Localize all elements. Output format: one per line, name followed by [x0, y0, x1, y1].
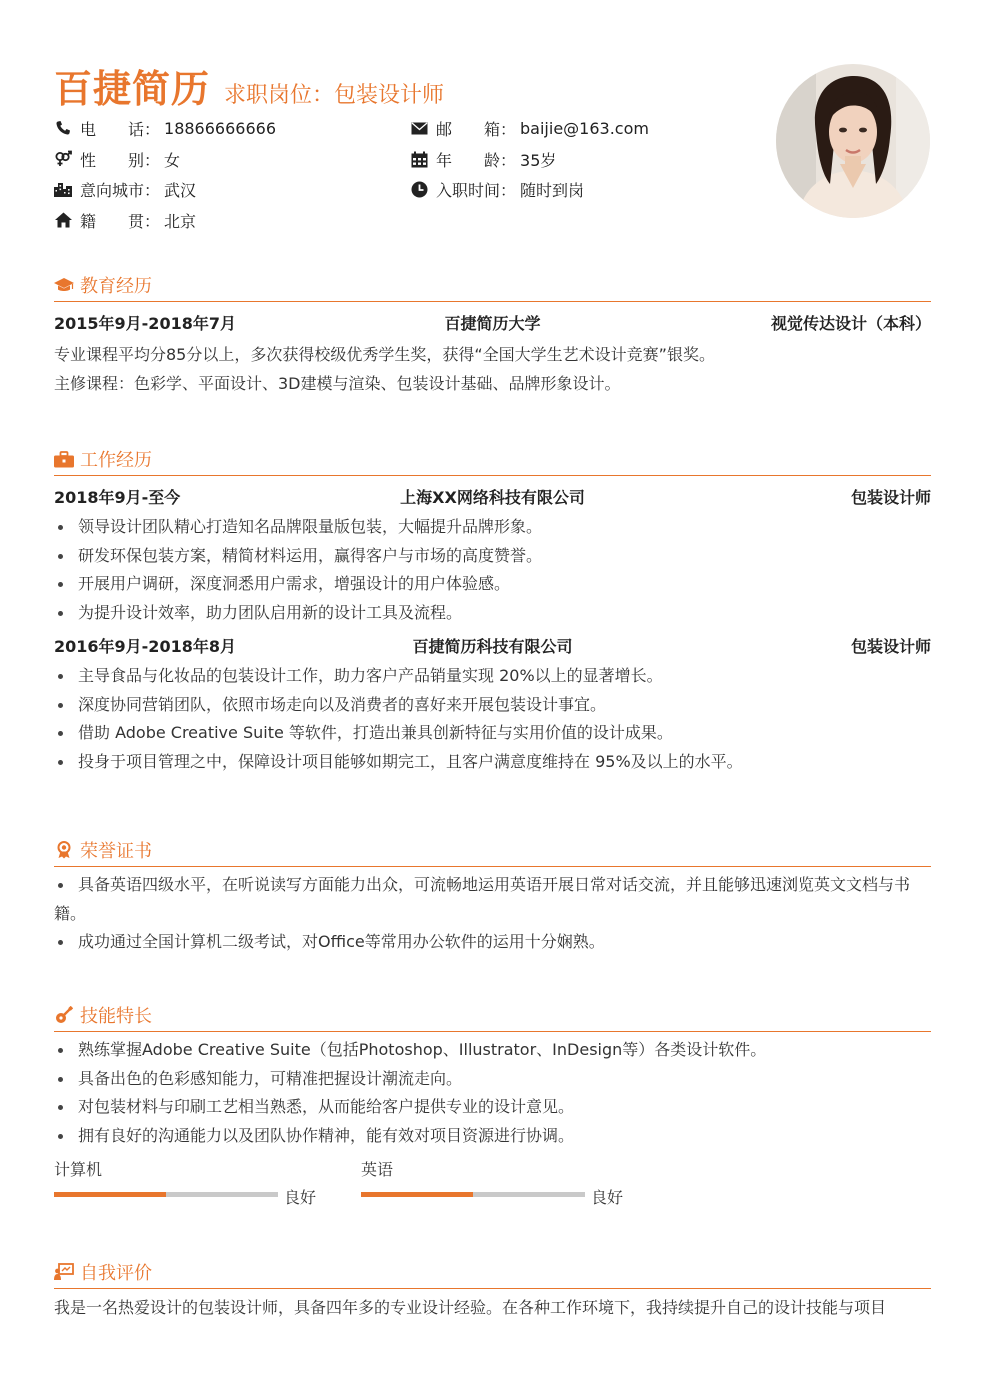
phone-item — [54, 114, 276, 142]
job-bullets — [54, 513, 931, 627]
list-item: 投身于项目管理之中，保障设计项目能够如期完工，且客户满意度维持在 95%及以上的水平。 — [54, 748, 931, 777]
email-item — [410, 114, 649, 142]
honors-bullets — [54, 871, 931, 957]
list-item: 借助 Adobe Creative Suite 等软件，打造出兼具创新特征与实用价值的设计成果。 — [54, 719, 931, 748]
education-section — [54, 269, 931, 398]
home-icon — [54, 211, 72, 229]
city-buildings-icon — [54, 180, 72, 198]
skill-bars — [54, 1154, 931, 1214]
job-bullets — [54, 662, 931, 776]
job-company: 上海XX网络科技有限公司 — [400, 488, 585, 507]
gender-value: 女 — [164, 150, 181, 170]
age-label: 年 龄： — [436, 150, 517, 170]
job-role: 包装设计师 — [850, 488, 931, 507]
phone-icon — [54, 119, 72, 137]
start-value: 随时到岗 — [520, 180, 585, 200]
age-item — [410, 145, 556, 173]
skill-name: 英语 — [361, 1160, 394, 1179]
skill-level: 良好 — [591, 1188, 624, 1207]
job-period: 2016年9月-2018年8月 — [54, 637, 236, 656]
list-item: 对包装材料与印刷工艺相当熟悉，从而能给客户提供专业的设计意见。 — [54, 1093, 931, 1122]
list-item: 具备出色的色彩感知能力，可精准把握设计潮流走向。 — [54, 1065, 931, 1094]
candidate-name: 百捷简历 — [54, 67, 211, 111]
skill-track — [54, 1192, 278, 1197]
skills-bullets — [54, 1036, 931, 1150]
job-row — [54, 480, 931, 510]
education-major: 视觉传达设计（本科） — [770, 314, 931, 333]
list-item: 深度协同营销团队，依照市场走向以及消费者的喜好来开展包装设计事宜。 — [54, 691, 931, 720]
honors-title: 荣誉证书 — [80, 841, 152, 862]
self-eval-title: 自我评价 — [80, 1263, 152, 1284]
skill-bar — [54, 1154, 324, 1214]
phone-value: 18866666666 — [164, 118, 276, 138]
education-description — [54, 340, 931, 398]
list-item: 拥有良好的沟通能力以及团队协作精神，能有效对项目资源进行协调。 — [54, 1122, 931, 1151]
education-header — [54, 269, 931, 302]
calendar-icon — [410, 150, 428, 168]
education-line: 专业课程平均分85分以上，多次获得校级优秀学生奖，获得“全国大学生艺术设计竞赛”银奖。 — [54, 345, 715, 364]
skill-fill — [361, 1192, 473, 1197]
list-item: 主导食品与化妆品的包装设计工作，助力客户产品销量实现 20%以上的显著增长。 — [54, 662, 931, 691]
origin-item — [54, 206, 196, 234]
guitar-icon — [54, 1005, 74, 1025]
education-title: 教育经历 — [80, 276, 152, 297]
skill-fill — [54, 1192, 166, 1197]
gender-item — [54, 145, 180, 173]
education-period: 2015年9月-2018年7月 — [54, 314, 236, 333]
envelope-icon — [410, 119, 428, 137]
profile-photo — [776, 64, 930, 218]
origin-label: 籍 贯： — [80, 211, 161, 231]
briefcase-icon — [54, 449, 74, 469]
work-title: 工作经历 — [80, 450, 152, 471]
graduation-cap-icon — [54, 275, 74, 295]
skills-section — [54, 999, 931, 1214]
skills-header — [54, 999, 931, 1032]
skill-track — [361, 1192, 585, 1197]
origin-value: 北京 — [164, 211, 197, 231]
list-item: 研发环保包装方案，精简材料运用，赢得客户与市场的高度赞誉。 — [54, 542, 931, 571]
education-row — [54, 306, 931, 336]
age-value: 35岁 — [520, 150, 557, 170]
honors-section — [54, 834, 931, 957]
job-target: 求职岗位：包装设计师 — [224, 83, 445, 108]
city-label: 意向城市： — [80, 180, 161, 200]
self-eval-text: 我是一名热爱设计的包装设计师，具备四年多的专业设计经验。在各种工作环境下，我持续提升自己的设计技能与项目 — [54, 1298, 887, 1317]
list-item: 开展用户调研，深度洞悉用户需求，增强设计的用户体验感。 — [54, 570, 931, 599]
skill-bar — [361, 1154, 631, 1214]
contact-info — [54, 114, 754, 238]
gender-label: 性 别： — [80, 150, 161, 170]
self-eval-header — [54, 1256, 931, 1289]
list-item: 熟练掌握Adobe Creative Suite（包括Photoshop、Illustrator、InDesign等）各类设计软件。 — [54, 1036, 931, 1065]
email-label: 邮 箱： — [436, 119, 517, 139]
job-company: 百捷简历科技有限公司 — [412, 637, 573, 656]
start-label: 入职时间： — [436, 180, 517, 200]
work-section — [54, 443, 931, 776]
list-item: 成功通过全国计算机二级考试，对Office等常用办公软件的运用十分娴熟。 — [54, 928, 931, 957]
clock-icon — [410, 180, 428, 198]
header — [54, 58, 444, 113]
start-item — [410, 175, 584, 203]
gender-icon — [54, 150, 72, 168]
job-role: 包装设计师 — [850, 637, 931, 656]
phone-label: 电 话： — [80, 119, 161, 139]
skills-title: 技能特长 — [80, 1006, 152, 1027]
education-line: 主修课程：色彩学、平面设计、3D建模与渲染、包装设计基础、品牌形象设计。 — [54, 374, 621, 393]
self-eval-section — [54, 1256, 931, 1322]
skill-name: 计算机 — [54, 1160, 103, 1179]
presenter-icon — [54, 1262, 74, 1282]
city-item — [54, 175, 196, 203]
job-period: 2018年9月-至今 — [54, 488, 181, 507]
email-value: baijie@163.com — [520, 118, 649, 138]
award-medal-icon — [54, 840, 74, 860]
education-school: 百捷简历大学 — [444, 314, 541, 333]
skill-level: 良好 — [284, 1188, 317, 1207]
list-item: 具备英语四级水平，在听说读写方面能力出众，可流畅地运用英语开展日常对话交流，并且能够迅速浏览英文文档与书籍。 — [54, 871, 931, 928]
job-row — [54, 629, 931, 659]
list-item: 为提升设计效率，助力团队启用新的设计工具及流程。 — [54, 599, 931, 628]
city-value: 武汉 — [164, 180, 197, 200]
honors-header — [54, 834, 931, 867]
list-item: 领导设计团队精心打造知名品牌限量版包装，大幅提升品牌形象。 — [54, 513, 931, 542]
work-header — [54, 443, 931, 476]
